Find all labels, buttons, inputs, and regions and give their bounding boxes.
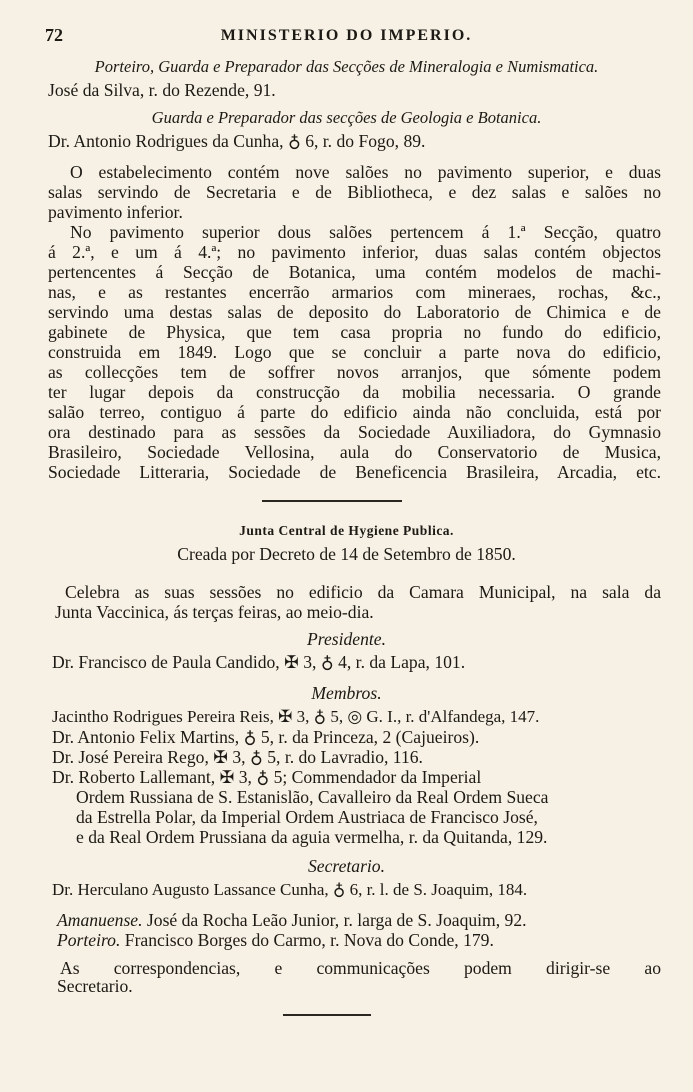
paragraph-2-line-6: gabinete de Physica, que tem casa propria no fundo do edificio,: [48, 322, 661, 342]
closing-line-2: Secretario.: [57, 976, 133, 996]
paragraph-2-line-5: servindo uma destas salas de deposito do Laboratorio de Chimica e de: [48, 302, 661, 322]
junta-intro-line-1: Celebra as suas sessões no edificio da Camara Municipal, na sala da: [65, 582, 661, 602]
membro-entry-1: Jacintho Rodrigues Pereira Reis, ✠ 3, ♁ 5, ◎ G. I., r. d'Alfandega, 147.: [52, 707, 540, 726]
paragraph-2-line-11: ora destinado para as sessões da Sociedade Auxiliadora, do Gymnasio: [48, 422, 661, 442]
presidente-entry: Dr. Francisco de Paula Candido, ✠ 3, ♁ 4, r. da Lapa, 101.: [52, 652, 466, 672]
membro-entry-4: Dr. Roberto Lallemant, ✠ 3, ♁ 5; Commendador da Imperial: [52, 767, 482, 787]
paragraph-2-line-8: as collecções tem de soffrer novos arranjos, que sómente podem: [48, 362, 661, 382]
paragraph-2-line-9: ter lugar depois da construcção da mobilia necessaria. O grande: [48, 382, 661, 402]
page-number: 72: [45, 25, 63, 45]
porteiro-mineralogia-name: José da Silva, r. do Rezende, 91.: [48, 80, 276, 100]
paragraph-2-line-12: Brasileiro, Sociedade Vellosina, aula do Conservatorio de Musica,: [48, 442, 661, 462]
closing-line-1: As correspondencias, e communicações podem dirigir-se ao: [60, 958, 661, 978]
paragraph-2-line-1: No pavimento superior dous salões pertencem á 1.ª Secção, quatro: [70, 222, 661, 242]
membro-entry-4-cont-1: Ordem Russiana de S. Estanislão, Cavalleiro da Real Ordem Sueca: [76, 787, 549, 807]
paragraph-1-line-1: O estabelecimento contém nove salões no pavimento superior, e duas: [70, 162, 661, 182]
paragraph-1-line-2: salas servindo de Secretaria e de Bibliotheca, e dez salas e salões no: [48, 182, 661, 202]
paragraph-2-line-4: nas, e as restantes encerrão armarios com mineraes, rochas, &c.,: [48, 282, 661, 302]
secretario-entry: Dr. Herculano Augusto Lassance Cunha, ♁ 6, r. l. de S. Joaquim, 184.: [52, 880, 528, 899]
membro-entry-2: Dr. Antonio Felix Martins, ♁ 5, r. da Princeza, 2 (Cajueiros).: [52, 727, 480, 747]
porteiro-junta-name: Francisco Borges do Carmo, r. Nova do Conde, 179.: [124, 930, 494, 950]
porteiro-junta-label: Porteiro.: [57, 930, 121, 950]
paragraph-2-line-2: á 2.ª, e um á 4.ª; no pavimento inferior, duas salas contém objectos: [48, 242, 661, 262]
junta-subtitle: Creada por Decreto de 14 de Setembro de 1850.: [177, 544, 516, 564]
junta-title: Junta Central de Hygiene Publica.: [239, 523, 454, 538]
presidente-heading: Presidente.: [307, 629, 386, 649]
paragraph-1-line-3: pavimento inferior.: [48, 202, 183, 222]
secretario-heading: Secretario.: [307, 856, 386, 876]
running-title: MINISTERIO DO IMPERIO.: [220, 27, 473, 44]
section-divider-top: [262, 500, 402, 502]
porteiro-junta-entry: [57, 930, 653, 950]
porteiro-mineralogia-title: Porteiro, Guarda e Preparador das Secções de Mineralogia e Numismatica.: [94, 57, 599, 76]
guarda-geologia-title: Guarda e Preparador das secções de Geologia e Botanica.: [151, 108, 542, 127]
section-divider-bottom: [283, 1014, 371, 1016]
membros-heading: Membros.: [311, 683, 382, 703]
guarda-geologia-name: Dr. Antonio Rodrigues da Cunha, ♁ 6, r. do Fogo, 89.: [48, 131, 426, 151]
amanuense-entry: [57, 910, 653, 930]
membro-entry-3: Dr. José Pereira Rego, ✠ 3, ♁ 5, r. do Lavradio, 116.: [52, 747, 423, 767]
amanuense-name: José da Rocha Leão Junior, r. larga de S. Joaquim, 92.: [146, 910, 527, 930]
paragraph-2-line-7: construida em 1849. Logo que se concluir a parte nova do edificio,: [48, 342, 661, 362]
membro-entry-4-cont-2: da Estrella Polar, da Imperial Ordem Austriaca de Francisco José,: [76, 807, 538, 827]
amanuense-label: Amanuense.: [57, 910, 143, 930]
junta-intro-line-2: Junta Vaccinica, ás terças feiras, ao meio-dia.: [55, 602, 374, 622]
paragraph-2-line-13: Sociedade Litteraria, Sociedade de Beneficencia Brasileira, Arcadia, etc.: [48, 462, 661, 482]
paragraph-2-line-10: salão terreo, contiguo á parte do edificio ainda não concluida, está por: [48, 402, 661, 422]
membro-entry-4-cont-3: e da Real Ordem Prussiana da aguia vermelha, r. da Quitanda, 129.: [76, 827, 548, 847]
paragraph-2-line-3: pertencentes á Secção de Botanica, uma contém modelos de machi-: [48, 262, 661, 282]
